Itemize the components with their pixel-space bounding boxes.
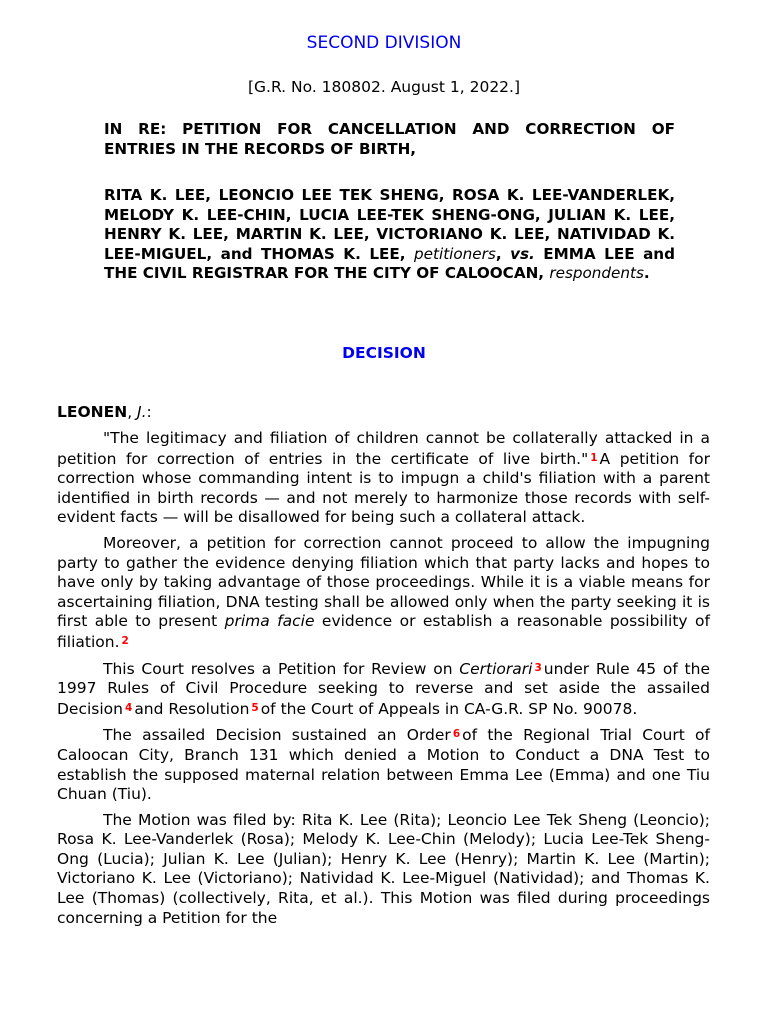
respondents-label: respondents	[549, 264, 644, 282]
paragraph-text: evidence or establish a reasonable possibility of filiation.	[57, 612, 710, 651]
decision-heading: DECISION	[342, 344, 426, 362]
division-heading: SECOND DIVISION	[306, 33, 462, 53]
case-title	[104, 120, 675, 159]
petitioners-names: RITA K. LEE, LEONCIO LEE TEK SHENG, ROSA K. LEE-VANDERLEK, MELODY K. LEE-CHIN, LUCIA LEE-TEK SHENG-ONG, JULIAN K. LEE, HENRY K. LEE, MARTIN K. LEE, VICTORIANO K. LEE, NATIVIDAD K. LEE-MIGUEL, and THOMAS K. LEE	[104, 186, 675, 263]
footnote-link-2[interactable]: 2	[121, 634, 129, 647]
respondents-names: EMMA LEE and THE CIVIL REGISTRAR FOR THE CITY OF CALOOCAN	[104, 244, 675, 282]
case-parties: RITA K. LEE, LEONCIO LEE TEK SHENG, ROSA K. LEE-VANDERLEK, MELODY K. LEE-CHIN, LUCIA LEE-TEK SHENG-ONG, JULIAN K. LEE, HENRY K. LEE, MARTIN K. LEE, VICTORIANO K. LEE, NATIVIDAD K. LEE-MIGUEL, and THOMAS K. LEE, petitioners, vs. EMMA LEE and THE CIVIL REGISTRAR FOR THE CITY OF CALOOCAN, respondents.	[104, 186, 675, 282]
paragraph-text: of the Regional Trial Court of Caloocan City, Branch 131 which denied a Motion to Conduct a DNA Test to establish the supposed maternal relation between Emma Lee (Emma) and one Tiu Chuan (Tiu).	[57, 726, 710, 804]
paragraph-2	[57, 534, 710, 653]
footnote-link-5[interactable]: 5	[251, 701, 259, 714]
petitioners-label: petitioners	[414, 244, 496, 263]
footnote-link-3[interactable]: 3	[534, 661, 542, 674]
paragraph-text: of the Court of Appeals in CA-G.R. SP No. 90078.	[260, 699, 638, 718]
ponente-line: LEONEN, J.:	[57, 403, 152, 421]
paragraph-1	[57, 429, 710, 528]
paragraph-text: This Court resolves a Petition for Review on	[103, 659, 453, 678]
paragraph-text: and Resolution	[134, 699, 250, 718]
gr-number: [G.R. No. 180802. August 1, 2022.]	[247, 78, 521, 96]
paragraph-text: Moreover, a petition for correction cannot proceed to allow the impugning party to gather the evidence denying filiation which that party lacks and hopes to have only by taking advantage of those proceedings. While it is a viable means for ascertaining filiation, DNA testing shall be allowed only when the party seeking it is first able to present	[57, 533, 710, 631]
decision-body	[57, 429, 710, 934]
paragraph-text: under Rule 45 of the 1997 Rules of Civil Procedure seeking to reverse and set aside the assailed Decision	[57, 659, 710, 718]
paragraph-italic: Certiorari	[459, 659, 533, 678]
footnote-link-4[interactable]: 4	[125, 701, 133, 714]
ponente-suffix: J.	[137, 403, 147, 421]
ponente-name: LEONEN	[57, 403, 128, 421]
paragraph-text: "The legitimacy and filiation of children cannot be collaterally attacked in a petition for correction of entries in the certificate of live birth."	[57, 429, 710, 468]
versus-label: vs.	[510, 244, 535, 263]
paragraph-italic: prima facie	[224, 612, 315, 631]
paragraph-text: A petition for correction whose commanding intent is to impugn a child's filiation with a parent identified in birth records — and not merely to harmonize those records with self-evident facts — will be disallowed for being such a collateral attack.	[57, 449, 710, 527]
paragraph-4	[57, 725, 710, 804]
paragraph-text: The assailed Decision sustained an Order	[103, 726, 451, 745]
paragraph-5	[57, 811, 710, 929]
footnote-link-6[interactable]: 6	[452, 728, 461, 741]
case-title-text: IN RE: PETITION FOR CANCELLATION AND CORRECTION OF ENTRIES IN THE RECORDS OF BIRTH,	[104, 120, 675, 158]
paragraph-3	[57, 659, 710, 720]
footnote-link-1[interactable]: 1	[590, 451, 598, 464]
paragraph-text: The Motion was filed by: Rita K. Lee (Rita); Leoncio Lee Tek Sheng (Leoncio); Rosa K. Lee-Vanderlek (Rosa); Melody K. Lee-Chin (Melody); Lucia Lee-Tek Sheng-Ong (Lucia); Julian K. Lee (Julian); Henry K. Lee (Henry); Martin K. Lee (Martin); Victoriano K. Lee (Victoriano); Natividad K. Lee-Miguel (Natividad); and Thomas K. Lee (Thomas) (collectively, Rita, et al.). This Motion was filed during proceedings concerning a Petition for the	[57, 810, 710, 927]
